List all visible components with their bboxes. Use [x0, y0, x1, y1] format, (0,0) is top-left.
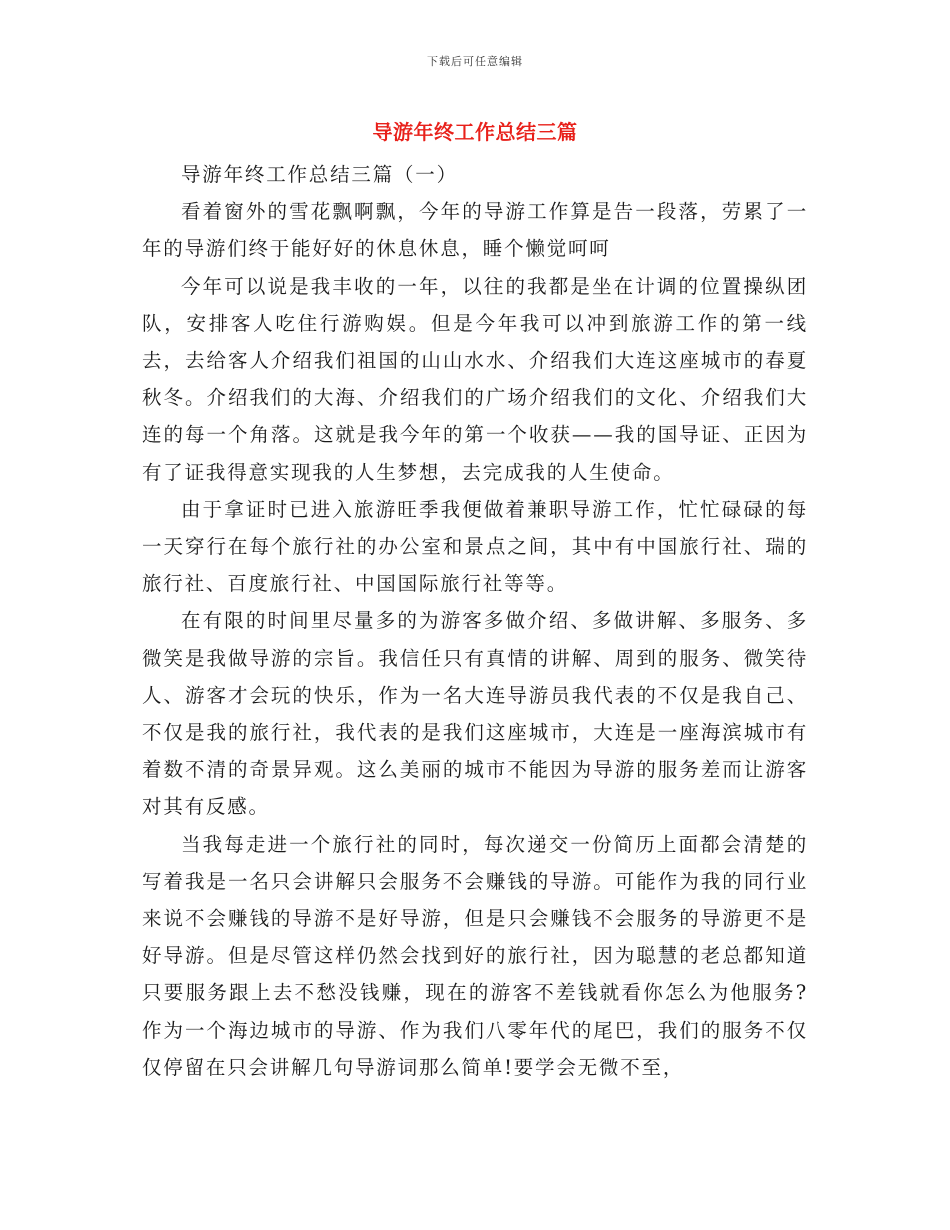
paragraph-1: 看着窗外的雪花飘啊飘，今年的导游工作算是告一段落，劳累了一年的导游们终于能好好的休息休息，睡个懒觉呵呵 — [142, 200, 808, 261]
section-subtitle: 导游年终工作总结三篇（一） — [181, 163, 458, 186]
paragraph-4: 在有限的时间里尽量多的为游客多做介绍、多做讲解、多服务、多微笑是我做导游的宗旨。我信任只有真情的讲解、周到的服务、微笑待人、游客才会玩的快乐，作为一名大连导游员我代表的不仅是我自己、不仅是我的旅行社，我代表的是我们这座城市，大连是一座海滨城市有着数不清的奇景异观。这么美丽的城市不能因为导游的服务差而让游客对其有反感。 — [142, 609, 808, 819]
paragraph-2: 今年可以说是我丰收的一年，以往的我都是坐在计调的位置操纵团队，安排客人吃住行游购娱。但是今年我可以冲到旅游工作的第一线去，去给客人介绍我们祖国的山山水水、介绍我们大连这座城市的春夏秋冬。介绍我们的大海、介绍我们的广场介绍我们的文化、介绍我们大连的每一个角落。这就是我今年的第一个收获——我的国导证、正因为有了证我得意实现我的人生梦想，去完成我的人生使命。 — [142, 274, 808, 484]
paragraph-3: 由于拿证时已进入旅游旺季我便做着兼职导游工作，忙忙碌碌的每一天穿行在每个旅行社的办公室和景点之间，其中有中国旅行社、瑞的旅行社、百度旅行社、中国国际旅行社等等。 — [142, 497, 808, 596]
document-title: 导游年终工作总结三篇 — [372, 120, 578, 144]
page-header-note: 下载后可任意编辑 — [427, 55, 523, 68]
paragraph-5: 当我每走进一个旅行社的同时，每次递交一份简历上面都会清楚的写着我是一名只会讲解只会服务不会赚钱的导游。可能作为我的同行业来说不会赚钱的导游不是好导游，但是只会赚钱不会服务的导游更不是好导游。但是尽管这样仍然会找到好的旅行社，因为聪慧的老总都知道只要服务跟上去不愁没钱赚，现在的游客不差钱就看你怎么为他服务?作为一个海边城市的导游、作为我们八零年代的尾巴，我们的服务不仅仅停留在只会讲解几句导游词那么简单!要学会无微不至， — [142, 832, 808, 1079]
document-body — [142, 156, 808, 1086]
